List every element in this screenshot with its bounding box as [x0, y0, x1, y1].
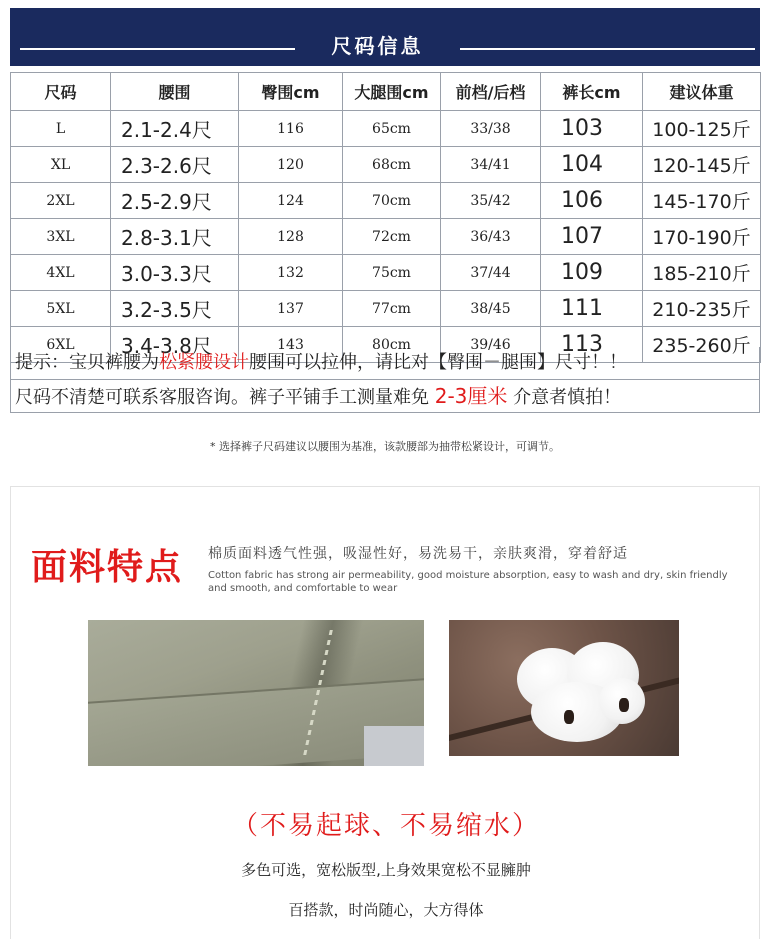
size-info-title: 尺码信息 [331, 34, 424, 58]
tip2-suffix: 介意者慎拍！ [507, 387, 622, 408]
cell-weight: 170-190斤 [643, 219, 761, 255]
cell-rise: 35/42 [441, 183, 541, 219]
cell-thigh: 70cm [343, 183, 441, 219]
fabric-feature-line-2: 百搭款，时尚随心，大方得体 [288, 901, 484, 919]
tip-elastic-waist [10, 347, 760, 380]
tip-measurement [10, 380, 760, 413]
header-hip: 臀围cm [239, 73, 343, 111]
cell-size: 4XL [11, 255, 111, 291]
cell-weight: 120-145斤 [643, 147, 761, 183]
tip1-suffix: 腰围可以拉伸，请比对【臀围－腿围】尺寸！！ [249, 352, 627, 373]
cell-length: 111 [541, 291, 643, 327]
cell-thigh: 77cm [343, 291, 441, 327]
cell-waist: 2.3-2.6尺 [111, 147, 239, 183]
cell-size: 2XL [11, 183, 111, 219]
cell-weight: 210-235斤 [643, 291, 761, 327]
cell-thigh: 80cm [343, 327, 441, 363]
tip1-prefix: 提示：宝贝裤腰为 [15, 352, 159, 373]
tip2-highlight: 2-3厘米 [434, 384, 508, 408]
cell-thigh: 68cm [343, 147, 441, 183]
cell-length: 103 [541, 111, 643, 147]
cell-waist: 2.5-2.9尺 [111, 183, 239, 219]
cotton-husk [564, 710, 574, 724]
cell-rise: 34/41 [441, 147, 541, 183]
banner-divider-left [20, 48, 295, 50]
cell-waist: 3.4-3.8尺 [111, 327, 239, 363]
cell-length: 109 [541, 255, 643, 291]
header-waist: 腰围 [111, 73, 239, 111]
tip1-highlight: 松紧腰设计 [159, 352, 249, 373]
fabric-texture-photo [88, 620, 424, 766]
cell-size: L [11, 111, 111, 147]
size-info-section [10, 8, 760, 428]
cell-size: 5XL [11, 291, 111, 327]
cell-waist: 3.2-3.5尺 [111, 291, 239, 327]
header-size: 尺码 [11, 73, 111, 111]
cell-waist: 3.0-3.3尺 [111, 255, 239, 291]
header-length: 裤长cm [541, 73, 643, 111]
cotton-boll-photo [449, 620, 679, 756]
table-row [11, 255, 761, 291]
table-row [11, 219, 761, 255]
cell-hip: 124 [239, 183, 343, 219]
cell-weight: 185-210斤 [643, 255, 761, 291]
cell-rise: 36/43 [441, 219, 541, 255]
header-thigh: 大腿围cm [343, 73, 441, 111]
size-table-header-row [11, 73, 761, 111]
banner-divider-right [460, 48, 755, 50]
cell-hip: 120 [239, 147, 343, 183]
cell-length: 106 [541, 183, 643, 219]
cell-thigh: 65cm [343, 111, 441, 147]
cell-rise: 39/46 [441, 327, 541, 363]
cell-waist: 2.1-2.4尺 [111, 111, 239, 147]
cotton-husk [619, 698, 629, 712]
fabric-description-en: Cotton fabric has strong air permeability, good moisture absorption, easy to wash and dry, skin friendly and smooth, and comfortable to wear [208, 570, 728, 594]
table-row [11, 147, 761, 183]
cell-weight: 235-260斤 [643, 327, 761, 363]
size-table [10, 72, 761, 363]
cell-hip: 116 [239, 111, 343, 147]
cell-size: 6XL [11, 327, 111, 363]
cell-rise: 38/45 [441, 291, 541, 327]
cell-length: 113 [541, 327, 643, 363]
fabric-description-cn: 棉质面料透气性强，吸湿性好，易洗易干，亲肤爽滑，穿着舒适 [208, 546, 628, 562]
cell-waist: 2.8-3.1尺 [111, 219, 239, 255]
tip2-prefix: 尺码不清楚可联系客服咨询。裤子平铺手工测量难免 [15, 387, 435, 408]
cell-hip: 137 [239, 291, 343, 327]
cell-thigh: 72cm [343, 219, 441, 255]
fabric-slogan: （不易起球、不易缩水） [231, 811, 540, 841]
fabric-features-section [10, 486, 760, 939]
size-info-banner [10, 8, 760, 66]
fabric-title: 面料特点 [31, 547, 184, 588]
table-row [11, 183, 761, 219]
fabric-corner [364, 726, 424, 766]
header-rise: 前档/后档 [441, 73, 541, 111]
table-row [11, 291, 761, 327]
fabric-feature-line-1: 多色可选，宽松版型,上身效果宽松不显臃肿 [241, 861, 531, 879]
cell-length: 107 [541, 219, 643, 255]
cell-thigh: 75cm [343, 255, 441, 291]
cell-size: XL [11, 147, 111, 183]
cell-weight: 145-170斤 [643, 183, 761, 219]
table-row [11, 111, 761, 147]
cell-hip: 128 [239, 219, 343, 255]
cell-size: 3XL [11, 219, 111, 255]
size-selection-note: * 选择裤子尺码建议以腰围为基准，该款腰部为抽带松紧设计，可调节。 [210, 440, 560, 453]
cell-weight: 100-125斤 [643, 111, 761, 147]
cell-rise: 33/38 [441, 111, 541, 147]
cell-hip: 143 [239, 327, 343, 363]
cell-rise: 37/44 [441, 255, 541, 291]
cell-hip: 132 [239, 255, 343, 291]
header-weight: 建议体重 [643, 73, 761, 111]
cell-length: 104 [541, 147, 643, 183]
